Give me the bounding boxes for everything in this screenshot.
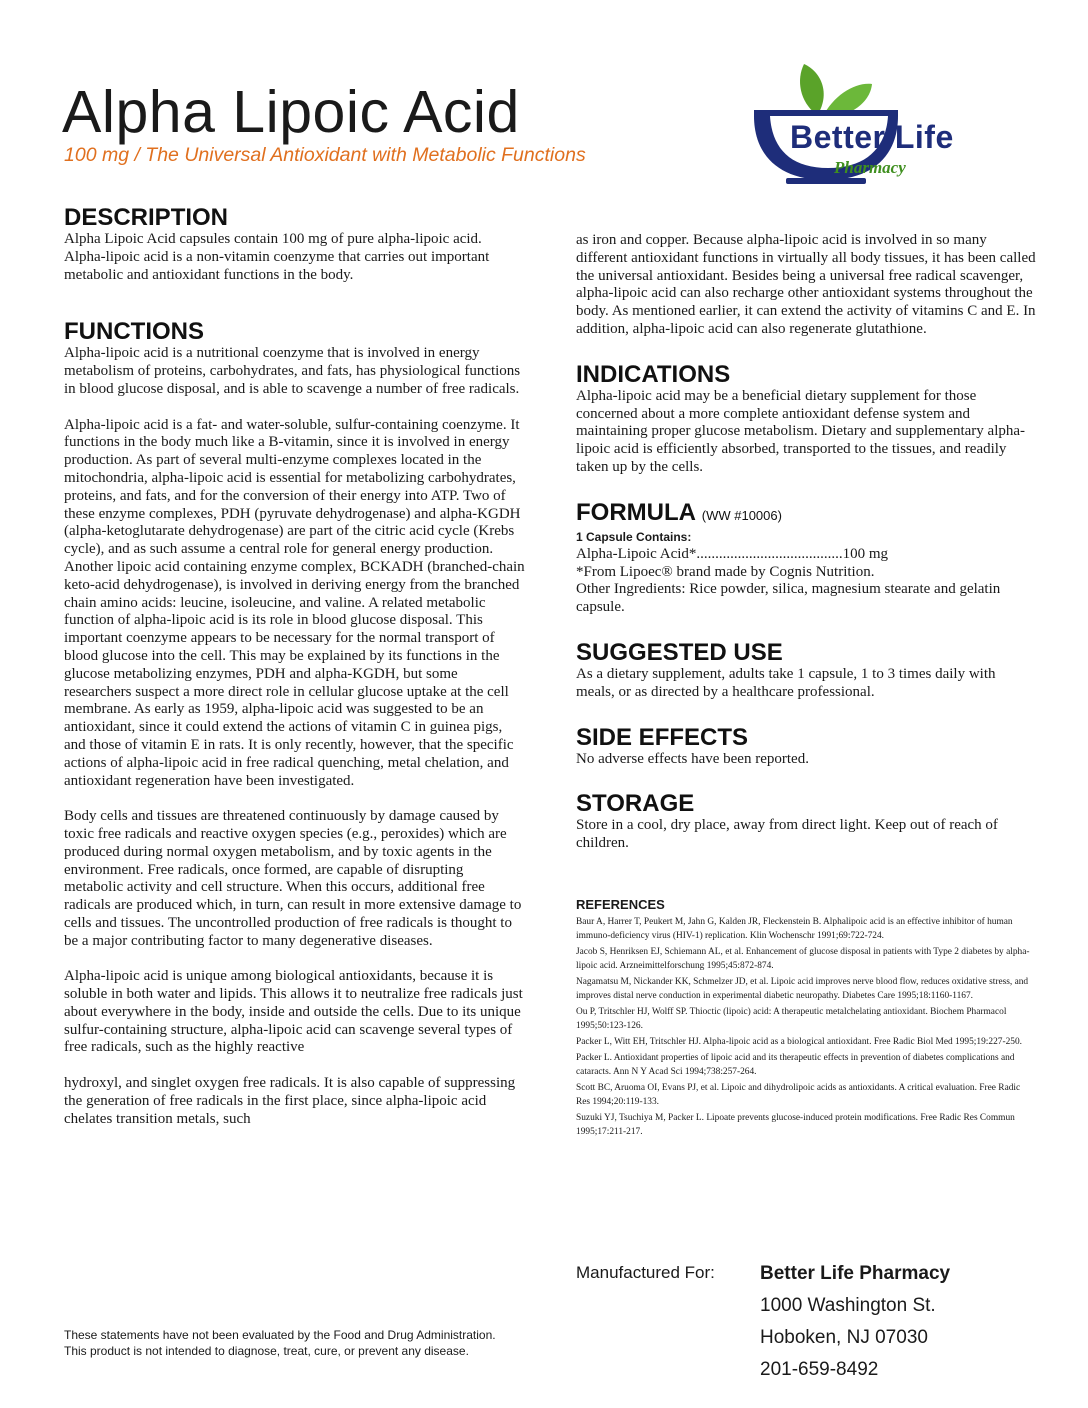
reference-item: Packer L, Witt EH, Tritschler HJ. Alpha-lipoic acid as a biological antioxidant. Free Radic Biol Med 1995;19:227-250. (576, 1036, 1022, 1047)
description-body: Alpha Lipoic Acid capsules contain 100 mg of pure alpha-lipoic acid. Alpha-lipoic acid is a non-vitamin coenzyme that carries out important metabolic and antioxidant functions in the body. (64, 231, 490, 283)
logo-text-pharmacy: Pharmacy (834, 158, 906, 177)
manufacturer-name: Better Life Pharmacy (760, 1263, 951, 1284)
formula-code: (WW #10006) (701, 507, 782, 523)
functions-paragraph-4: Alpha-lipoic acid is unique among biological antioxidants, because it is soluble in both water and lipids. This allows it to neutralize free radicals just about everywhere in the body, inside and outside the cells. Due to its unique sulfur-containing structure, alpha-lipoic acid can scavenge several types of free radicals, such as the highly reactive (64, 968, 523, 1056)
page-subtitle: 100 mg / The Universal Antioxidant with Metabolic Functions (64, 144, 586, 166)
formula-ingredient-line: Alpha-Lipoic Acid*.......................................100 mg (576, 545, 889, 562)
functions-continuation: as iron and copper. Because alpha-lipoic acid is involved in so many different antioxidant functions in virtually all body tissues, it has been called the universal antioxidant. Besides being a universal free radical scavenger, alpha-lipoic acid can also recharge other antioxidant systems throughout the body. As mentioned earlier, it can extend the activity of vitamins C and E. In addition, alpha-lipoic acid can also regenerate glutathione. (576, 232, 1036, 337)
references-heading: REFERENCES (576, 896, 665, 912)
reference-item: Baur A, Harrer T, Peukert M, Jahn G, Kalden JR, Fleckenstein B. Alphalipoic acid is an effective inhibitor of human immuno-deficiency virus (HIV-1) replication. Klin Wochenschr 1991;69:722-724. (576, 916, 1013, 941)
formula-source-note: *From Lipoec® brand made by Cognis Nutrition. (576, 563, 875, 580)
suggested-use-body: As a dietary supplement, adults take 1 capsule, 1 to 3 times daily with meals, or as directed by a healthcare professional. (576, 665, 996, 700)
reference-item: Scott BC, Aruoma OI, Evans PJ, et al. Lipoic and dihydrolipoic acids as antioxidants. A critical evaluation. Free Radic Res 1994;20:119-133. (576, 1082, 1021, 1107)
storage-heading: STORAGE (576, 790, 695, 818)
better-life-pharmacy-logo (748, 52, 978, 192)
indications-heading: INDICATIONS (576, 360, 731, 388)
description-heading: DESCRIPTION (64, 204, 229, 231)
functions-paragraph-1: Alpha-lipoic acid is a nutritional coenzyme that is involved in energy metabolism of proteins, carbohydrates, and fats, has physiological functions in blood glucose disposal, and is able to scavenge a number of free radicals. (64, 345, 521, 397)
formula-heading-text: FORMULA (576, 498, 696, 526)
functions-paragraph-3: Body cells and tissues are threatened continuously by damage caused by toxic free radicals and reactive oxygen species (e.g., peroxides) which are produced during normal oxygen metabolism, and by toxic agents in the environment. Free radicals, once formed, are capable of disrupting metabolic activity and cell structure. When this occurs, additional free radicals are produced which, in turn, can result in more extensive damage to cells and tissues. The uncontrolled production of free radicals is thought to be a major contributing factor to many degenerative diseases. (64, 808, 522, 949)
reference-item: Packer L. Antioxidant properties of lipoic acid and its therapeutic effects in prevention of diabetes complications and cataracts. Ann N Y Acad Sci 1994;738:257-264. (576, 1052, 1015, 1077)
suggested-use-heading: SUGGESTED USE (576, 638, 783, 666)
manufacturer-city: Hoboken, NJ 07030 (760, 1327, 928, 1348)
fda-disclaimer: These statements have not been evaluated by the Food and Drug Administration. This product is not intended to diagnose, treat, cure, or prevent any disease. (64, 1328, 496, 1358)
logo-text-better-life: Better Life (790, 119, 954, 155)
manufacturer-street: 1000 Washington St. (760, 1295, 936, 1316)
storage-body: Store in a cool, dry place, away from direct light. Keep out of reach of children. (576, 817, 998, 852)
manufactured-for-label: Manufactured For: (576, 1263, 715, 1282)
page-title: Alpha Lipoic Acid (62, 79, 520, 145)
reference-item: Nagamatsu M, Nickander KK, Schmelzer JD, et al. Lipoic acid improves nerve blood flow, reduces oxidative stress, and improves distal nerve conduction in experimental diabetic neuropathy. Diabetes Care 1995;18:1160-1167. (576, 976, 1029, 1001)
reference-item: Suzuki YJ, Tsuchiya M, Packer L. Lipoate prevents glucose-induced protein modifications. Free Radic Res Commun 1995;17:211-217. (576, 1112, 1015, 1137)
left-column (64, 204, 526, 1128)
right-column (576, 232, 1036, 1141)
reference-item: Ou P, Tritschler HJ, Wolff SP. Thioctic (lipoic) acid: A therapeutic metalchelating antioxidant. Biochem Pharmacol 1995;50:123-126. (576, 1006, 1007, 1031)
functions-heading: FUNCTIONS (64, 318, 204, 346)
formula-contains-label: 1 Capsule Contains: (576, 529, 692, 544)
manufacturer-info (760, 1258, 950, 1386)
manufacturer-phone: 201-659-8492 (760, 1359, 879, 1380)
reference-item: Jacob S, Henriksen EJ, Schiemann AL, et al. Enhancement of glucose disposal in patients with Type 2 diabetes by alpha-lipoic acid. Arzneimittelforschung 1995;45:872-874. (576, 946, 1030, 971)
side-effects-body: No adverse effects have been reported. (576, 750, 809, 767)
formula-heading (576, 499, 1036, 529)
side-effects-heading: SIDE EFFECTS (576, 723, 749, 751)
functions-paragraph-2: Alpha-lipoic acid is a fat- and water-soluble, sulfur-containing coenzyme. It functions in the body much like a B-vitamin, since it is involved in energy production. As part of several multi-enzyme complexes located in the mitochondria, alpha-lipoic acid is essential for metabolizing carbohydrates, proteins, and fats, and for the conversion of their energy into ATP. Two of these enzyme complexes, PDH (pyruvate dehydrogenase) and alpha-KGDH (alpha-ketoglutarate dehydrogenase) are part of the citric acid cycle (Krebs cycle), and as such assume a central role for general energy production. Another lipoic acid containing enzyme complex, BCKADH (branched-chain keto-acid dehydrogenase), is involved in deriving energy from the branched chain amino acids: leucine, isoleucine, and valine. A related metabolic function of alpha-lipoic acid is its role in blood glucose disposal. This important coenzyme appears to be necessary for the normal transport of blood glucose into the cell. This may be explained by its functions in the glucose metabolizing enzymes, PDH and alpha-KGDH, but some researchers suspect a more direct role in cellular glucose uptake at the cell membrane. As early as 1959, alpha-lipoic acid was suggested to be an antioxidant, since it could extend the actions of vitamin C in guinea pigs, and those of vitamin E in rats. It is only recently, however, that the specific actions of alpha-lipoic acid in free radical quenching, metal chelation, and antioxidant regeneration have been investigated. (64, 416, 525, 789)
formula-other-ingredients: Other Ingredients: Rice powder, silica, magnesium stearate and gelatin capsule. (576, 581, 1001, 616)
functions-paragraph-5: hydroxyl, and singlet oxygen free radicals. It is also capable of suppressing the generation of free radicals in the first place, since alpha-lipoic acid chelates transition metals, such (64, 1075, 516, 1127)
indications-body: Alpha-lipoic acid may be a beneficial dietary supplement for those concerned about a more complete antioxidant defense system and maintaining proper glucose metabolism. Dietary and supplementary alpha-lipoic acid is efficiently absorbed, transported to the tissues, and readily taken up by the cells. (576, 387, 1026, 475)
